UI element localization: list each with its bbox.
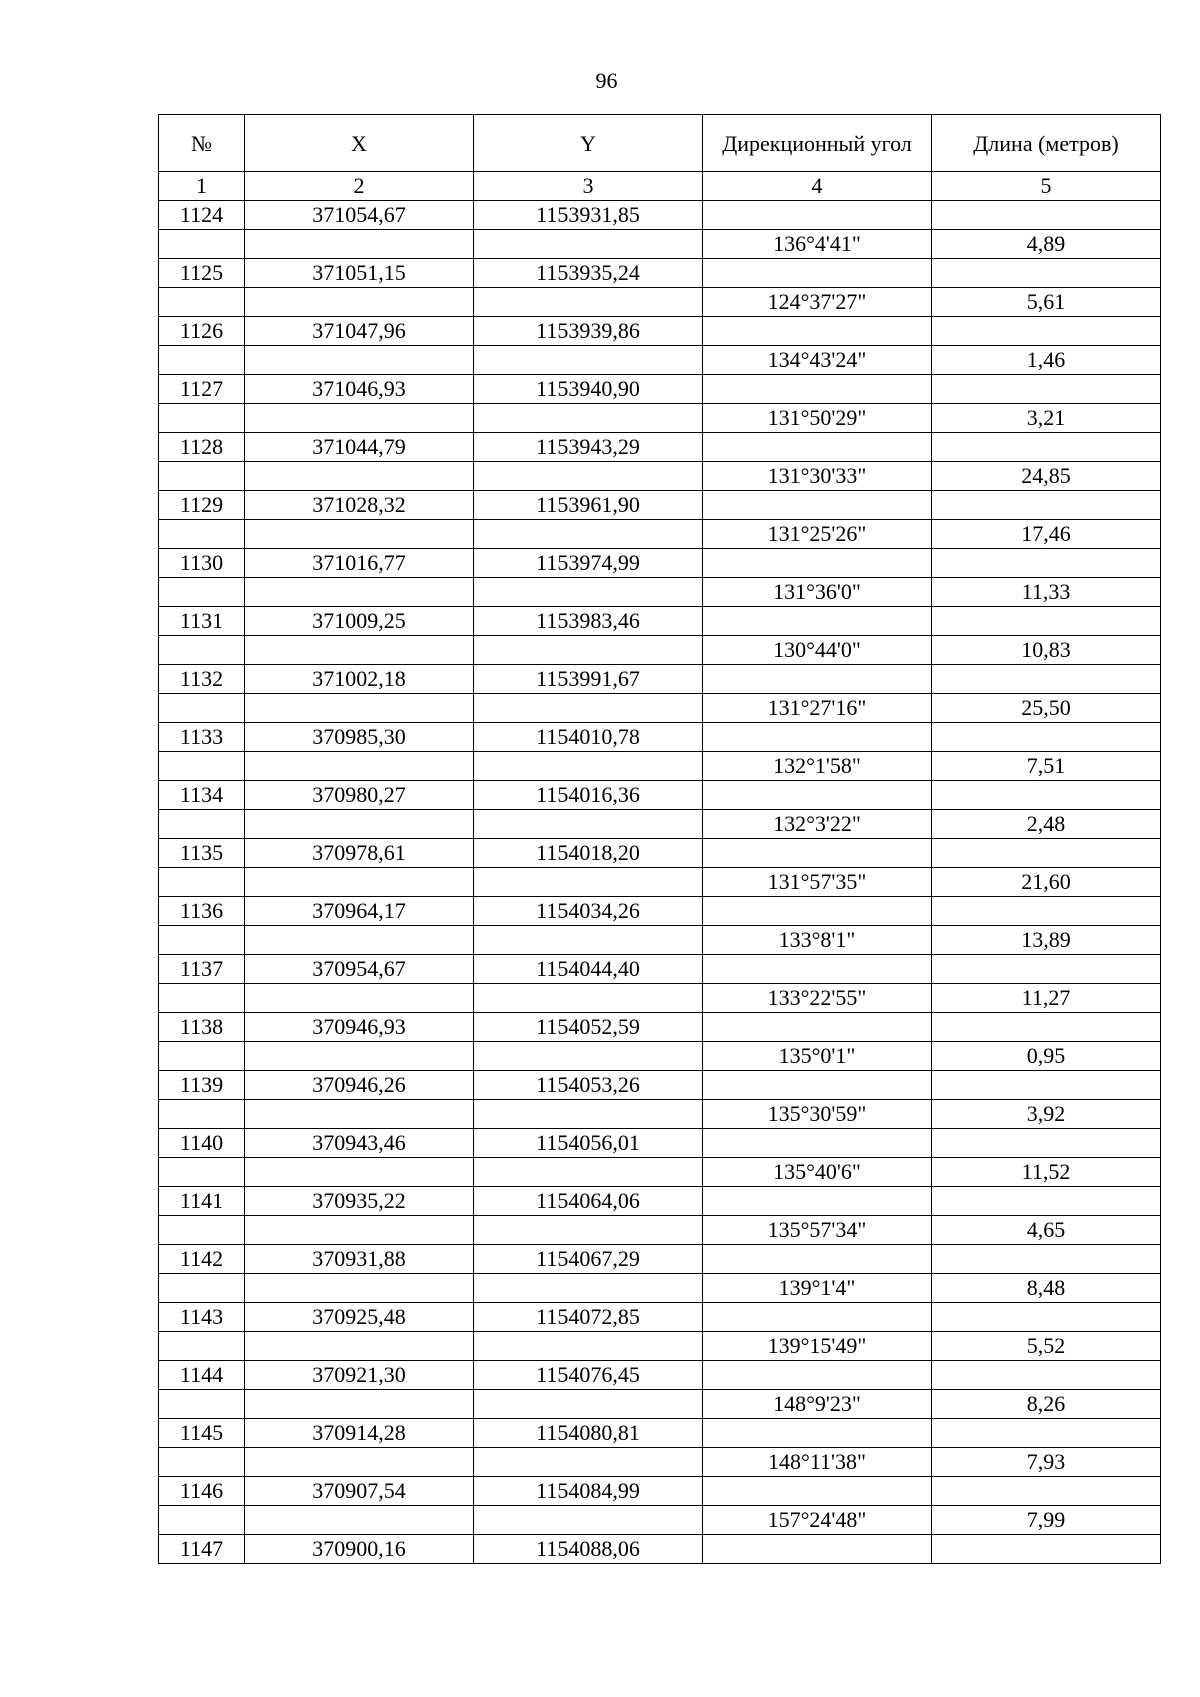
segment-angle: 135°40'6": [703, 1158, 932, 1187]
empty-cell: [932, 201, 1161, 230]
point-number: 1135: [159, 839, 245, 868]
coordinates-table: [158, 114, 1161, 1564]
header-number: №: [159, 115, 245, 172]
empty-cell: [474, 810, 703, 839]
segment-angle: 131°36'0": [703, 578, 932, 607]
point-x: 370907,54: [245, 1477, 474, 1506]
empty-cell: [932, 955, 1161, 984]
table-row-segment: [159, 1274, 1161, 1303]
empty-cell: [159, 1100, 245, 1129]
point-x: 371009,25: [245, 607, 474, 636]
empty-cell: [474, 1332, 703, 1361]
empty-cell: [245, 636, 474, 665]
empty-cell: [159, 752, 245, 781]
empty-cell: [474, 636, 703, 665]
empty-cell: [703, 549, 932, 578]
point-x: 371046,93: [245, 375, 474, 404]
empty-cell: [474, 346, 703, 375]
point-number: 1124: [159, 201, 245, 230]
table-row-segment: [159, 1100, 1161, 1129]
table-row-segment: [159, 1042, 1161, 1071]
empty-cell: [703, 839, 932, 868]
segment-length: 7,51: [932, 752, 1161, 781]
empty-cell: [703, 1245, 932, 1274]
point-x: 370925,48: [245, 1303, 474, 1332]
segment-angle: 134°43'24": [703, 346, 932, 375]
point-x: 371047,96: [245, 317, 474, 346]
point-y: 1153991,67: [474, 665, 703, 694]
point-x: 370954,67: [245, 955, 474, 984]
empty-cell: [245, 984, 474, 1013]
table-row-point: [159, 1129, 1161, 1158]
empty-cell: [159, 1332, 245, 1361]
point-number: 1126: [159, 317, 245, 346]
table-row-point: [159, 607, 1161, 636]
empty-cell: [245, 1274, 474, 1303]
point-y: 1154080,81: [474, 1419, 703, 1448]
segment-angle: 148°11'38": [703, 1448, 932, 1477]
table-row-point: [159, 1361, 1161, 1390]
empty-cell: [159, 462, 245, 491]
segment-angle: 157°24'48": [703, 1506, 932, 1535]
header-y: Y: [474, 115, 703, 172]
empty-cell: [932, 897, 1161, 926]
empty-cell: [703, 1129, 932, 1158]
table-row-point: [159, 839, 1161, 868]
empty-cell: [159, 868, 245, 897]
empty-cell: [474, 288, 703, 317]
empty-cell: [245, 1042, 474, 1071]
segment-angle: 148°9'23": [703, 1390, 932, 1419]
table-row-segment: [159, 926, 1161, 955]
table-row-point: [159, 897, 1161, 926]
point-number: 1133: [159, 723, 245, 752]
empty-cell: [245, 230, 474, 259]
table-row-point: [159, 955, 1161, 984]
segment-length: 3,92: [932, 1100, 1161, 1129]
empty-cell: [703, 723, 932, 752]
empty-cell: [703, 491, 932, 520]
segment-angle: 131°50'29": [703, 404, 932, 433]
segment-length: 24,85: [932, 462, 1161, 491]
segment-length: 4,65: [932, 1216, 1161, 1245]
table-row-point: [159, 723, 1161, 752]
segment-angle: 135°0'1": [703, 1042, 932, 1071]
header-direction-angle: Дирекционный угол: [703, 115, 932, 172]
segment-length: 11,52: [932, 1158, 1161, 1187]
point-y: 1154018,20: [474, 839, 703, 868]
empty-cell: [474, 1158, 703, 1187]
segment-angle: 131°27'16": [703, 694, 932, 723]
point-y: 1154044,40: [474, 955, 703, 984]
table-row-segment: [159, 1158, 1161, 1187]
empty-cell: [245, 926, 474, 955]
empty-cell: [159, 1158, 245, 1187]
point-y: 1154056,01: [474, 1129, 703, 1158]
empty-cell: [159, 1216, 245, 1245]
empty-cell: [159, 404, 245, 433]
empty-cell: [159, 288, 245, 317]
header-x: X: [245, 115, 474, 172]
empty-cell: [703, 1419, 932, 1448]
table-row-point: [159, 491, 1161, 520]
empty-cell: [245, 1332, 474, 1361]
point-number: 1139: [159, 1071, 245, 1100]
point-number: 1136: [159, 897, 245, 926]
empty-cell: [159, 984, 245, 1013]
empty-cell: [474, 926, 703, 955]
point-x: 370900,16: [245, 1535, 474, 1564]
empty-cell: [932, 317, 1161, 346]
empty-cell: [474, 1042, 703, 1071]
header-length: Длина (метров): [932, 115, 1161, 172]
point-number: 1140: [159, 1129, 245, 1158]
empty-cell: [703, 317, 932, 346]
point-x: 370943,46: [245, 1129, 474, 1158]
table-row-point: [159, 1245, 1161, 1274]
column-number: 4: [703, 172, 932, 201]
table-row-point: [159, 1013, 1161, 1042]
point-y: 1154034,26: [474, 897, 703, 926]
column-number-row: [159, 172, 1161, 201]
point-x: 371054,67: [245, 201, 474, 230]
table-row-point: [159, 1535, 1161, 1564]
empty-cell: [159, 1506, 245, 1535]
table-row-segment: [159, 1332, 1161, 1361]
point-number: 1130: [159, 549, 245, 578]
empty-cell: [703, 897, 932, 926]
empty-cell: [245, 520, 474, 549]
empty-cell: [245, 288, 474, 317]
empty-cell: [245, 752, 474, 781]
point-number: 1127: [159, 375, 245, 404]
table-row-segment: [159, 984, 1161, 1013]
empty-cell: [703, 433, 932, 462]
segment-length: 7,99: [932, 1506, 1161, 1535]
empty-cell: [474, 404, 703, 433]
point-y: 1154072,85: [474, 1303, 703, 1332]
table-row-segment: [159, 1390, 1161, 1419]
segment-angle: 131°30'33": [703, 462, 932, 491]
point-number: 1138: [159, 1013, 245, 1042]
segment-length: 3,21: [932, 404, 1161, 433]
empty-cell: [932, 1535, 1161, 1564]
segment-angle: 132°1'58": [703, 752, 932, 781]
empty-cell: [703, 259, 932, 288]
empty-cell: [159, 520, 245, 549]
point-y: 1154016,36: [474, 781, 703, 810]
segment-angle: 131°57'35": [703, 868, 932, 897]
table-row-point: [159, 375, 1161, 404]
segment-angle: 131°25'26": [703, 520, 932, 549]
empty-cell: [703, 1071, 932, 1100]
point-number: 1134: [159, 781, 245, 810]
column-number: 2: [245, 172, 474, 201]
empty-cell: [474, 1274, 703, 1303]
table-row-point: [159, 549, 1161, 578]
point-number: 1145: [159, 1419, 245, 1448]
segment-length: 5,61: [932, 288, 1161, 317]
table-row-segment: [159, 1448, 1161, 1477]
empty-cell: [932, 1013, 1161, 1042]
empty-cell: [932, 1187, 1161, 1216]
segment-length: 11,33: [932, 578, 1161, 607]
table-body: [159, 201, 1161, 1564]
table-row-segment: [159, 346, 1161, 375]
point-y: 1153961,90: [474, 491, 703, 520]
point-x: 370914,28: [245, 1419, 474, 1448]
empty-cell: [474, 230, 703, 259]
empty-cell: [932, 1419, 1161, 1448]
empty-cell: [159, 636, 245, 665]
empty-cell: [159, 1042, 245, 1071]
empty-cell: [159, 346, 245, 375]
table-row-point: [159, 201, 1161, 230]
segment-angle: 133°8'1": [703, 926, 932, 955]
empty-cell: [932, 839, 1161, 868]
empty-cell: [703, 665, 932, 694]
point-number: 1137: [159, 955, 245, 984]
empty-cell: [245, 462, 474, 491]
table-row-segment: [159, 230, 1161, 259]
point-y: 1153931,85: [474, 201, 703, 230]
empty-cell: [159, 810, 245, 839]
empty-cell: [932, 1129, 1161, 1158]
empty-cell: [159, 230, 245, 259]
column-number: 5: [932, 172, 1161, 201]
empty-cell: [245, 1448, 474, 1477]
point-number: 1141: [159, 1187, 245, 1216]
segment-length: 2,48: [932, 810, 1161, 839]
empty-cell: [932, 1071, 1161, 1100]
point-x: 370964,17: [245, 897, 474, 926]
empty-cell: [932, 549, 1161, 578]
point-x: 370978,61: [245, 839, 474, 868]
empty-cell: [703, 1187, 932, 1216]
empty-cell: [703, 375, 932, 404]
empty-cell: [703, 1477, 932, 1506]
empty-cell: [474, 752, 703, 781]
empty-cell: [932, 491, 1161, 520]
point-x: 370946,26: [245, 1071, 474, 1100]
segment-angle: 124°37'27": [703, 288, 932, 317]
point-number: 1132: [159, 665, 245, 694]
empty-cell: [474, 868, 703, 897]
point-y: 1154053,26: [474, 1071, 703, 1100]
empty-cell: [159, 926, 245, 955]
point-number: 1142: [159, 1245, 245, 1274]
segment-length: 10,83: [932, 636, 1161, 665]
table-row-segment: [159, 868, 1161, 897]
table-row-point: [159, 1071, 1161, 1100]
empty-cell: [245, 694, 474, 723]
empty-cell: [474, 578, 703, 607]
empty-cell: [159, 1274, 245, 1303]
segment-length: 1,46: [932, 346, 1161, 375]
page-number: 96: [595, 68, 618, 93]
segment-length: 17,46: [932, 520, 1161, 549]
column-number: 3: [474, 172, 703, 201]
point-x: 370980,27: [245, 781, 474, 810]
segment-angle: 136°4'41": [703, 230, 932, 259]
table-row-segment: [159, 404, 1161, 433]
point-x: 371016,77: [245, 549, 474, 578]
table-row-point: [159, 1419, 1161, 1448]
point-y: 1154076,45: [474, 1361, 703, 1390]
segment-length: 21,60: [932, 868, 1161, 897]
empty-cell: [932, 375, 1161, 404]
empty-cell: [703, 1535, 932, 1564]
table-row-point: [159, 1477, 1161, 1506]
empty-cell: [703, 1303, 932, 1332]
table-row-segment: [159, 462, 1161, 491]
table-row-segment: [159, 810, 1161, 839]
point-number: 1144: [159, 1361, 245, 1390]
table-row-point: [159, 317, 1161, 346]
empty-cell: [932, 1477, 1161, 1506]
point-x: 371044,79: [245, 433, 474, 462]
empty-cell: [703, 955, 932, 984]
point-number: 1143: [159, 1303, 245, 1332]
table-row-point: [159, 1303, 1161, 1332]
empty-cell: [245, 868, 474, 897]
point-x: 371028,32: [245, 491, 474, 520]
table-row-point: [159, 665, 1161, 694]
empty-cell: [474, 984, 703, 1013]
empty-cell: [245, 1100, 474, 1129]
empty-cell: [245, 346, 474, 375]
segment-angle: 132°3'22": [703, 810, 932, 839]
table-row-segment: [159, 752, 1161, 781]
empty-cell: [245, 578, 474, 607]
table-row-point: [159, 781, 1161, 810]
point-y: 1153939,86: [474, 317, 703, 346]
segment-length: 8,26: [932, 1390, 1161, 1419]
empty-cell: [932, 1303, 1161, 1332]
empty-cell: [932, 723, 1161, 752]
table-row-segment: [159, 636, 1161, 665]
segment-angle: 135°30'59": [703, 1100, 932, 1129]
table-row-point: [159, 259, 1161, 288]
empty-cell: [474, 1216, 703, 1245]
empty-cell: [159, 1390, 245, 1419]
segment-angle: 139°1'4": [703, 1274, 932, 1303]
point-y: 1154010,78: [474, 723, 703, 752]
empty-cell: [932, 1361, 1161, 1390]
point-number: 1128: [159, 433, 245, 462]
empty-cell: [474, 1506, 703, 1535]
empty-cell: [932, 259, 1161, 288]
segment-length: 0,95: [932, 1042, 1161, 1071]
empty-cell: [932, 781, 1161, 810]
segment-length: 4,89: [932, 230, 1161, 259]
point-number: 1129: [159, 491, 245, 520]
point-x: 370935,22: [245, 1187, 474, 1216]
empty-cell: [474, 462, 703, 491]
point-number: 1131: [159, 607, 245, 636]
point-x: 370946,93: [245, 1013, 474, 1042]
empty-cell: [703, 1361, 932, 1390]
empty-cell: [245, 810, 474, 839]
segment-angle: 133°22'55": [703, 984, 932, 1013]
point-y: 1154067,29: [474, 1245, 703, 1274]
point-y: 1154052,59: [474, 1013, 703, 1042]
empty-cell: [245, 1216, 474, 1245]
empty-cell: [932, 1245, 1161, 1274]
point-y: 1153940,90: [474, 375, 703, 404]
table-row-segment: [159, 1216, 1161, 1245]
point-number: 1125: [159, 259, 245, 288]
empty-cell: [474, 694, 703, 723]
segment-length: 11,27: [932, 984, 1161, 1013]
empty-cell: [703, 1013, 932, 1042]
table-row-segment: [159, 288, 1161, 317]
table-header-row: [159, 115, 1161, 172]
segment-angle: 130°44'0": [703, 636, 932, 665]
empty-cell: [159, 578, 245, 607]
table-row-point: [159, 1187, 1161, 1216]
empty-cell: [245, 1506, 474, 1535]
table-row-segment: [159, 694, 1161, 723]
table-row-segment: [159, 1506, 1161, 1535]
segment-length: 8,48: [932, 1274, 1161, 1303]
point-x: 370921,30: [245, 1361, 474, 1390]
point-number: 1147: [159, 1535, 245, 1564]
segment-length: 7,93: [932, 1448, 1161, 1477]
empty-cell: [932, 665, 1161, 694]
empty-cell: [474, 1390, 703, 1419]
empty-cell: [474, 520, 703, 549]
empty-cell: [245, 1158, 474, 1187]
segment-length: 25,50: [932, 694, 1161, 723]
point-y: 1153943,29: [474, 433, 703, 462]
table-row-segment: [159, 520, 1161, 549]
empty-cell: [159, 1448, 245, 1477]
empty-cell: [245, 1390, 474, 1419]
table-row-segment: [159, 578, 1161, 607]
point-number: 1146: [159, 1477, 245, 1506]
empty-cell: [245, 404, 474, 433]
segment-angle: 139°15'49": [703, 1332, 932, 1361]
segment-length: 13,89: [932, 926, 1161, 955]
table-row-point: [159, 433, 1161, 462]
empty-cell: [159, 694, 245, 723]
empty-cell: [474, 1448, 703, 1477]
empty-cell: [932, 607, 1161, 636]
point-y: 1154084,99: [474, 1477, 703, 1506]
segment-length: 5,52: [932, 1332, 1161, 1361]
column-number: 1: [159, 172, 245, 201]
point-y: 1153935,24: [474, 259, 703, 288]
point-x: 370985,30: [245, 723, 474, 752]
point-y: 1154088,06: [474, 1535, 703, 1564]
empty-cell: [932, 433, 1161, 462]
point-y: 1153983,46: [474, 607, 703, 636]
empty-cell: [703, 781, 932, 810]
segment-angle: 135°57'34": [703, 1216, 932, 1245]
point-x: 371002,18: [245, 665, 474, 694]
point-x: 370931,88: [245, 1245, 474, 1274]
empty-cell: [703, 201, 932, 230]
empty-cell: [474, 1100, 703, 1129]
empty-cell: [703, 607, 932, 636]
point-x: 371051,15: [245, 259, 474, 288]
point-y: 1154064,06: [474, 1187, 703, 1216]
point-y: 1153974,99: [474, 549, 703, 578]
